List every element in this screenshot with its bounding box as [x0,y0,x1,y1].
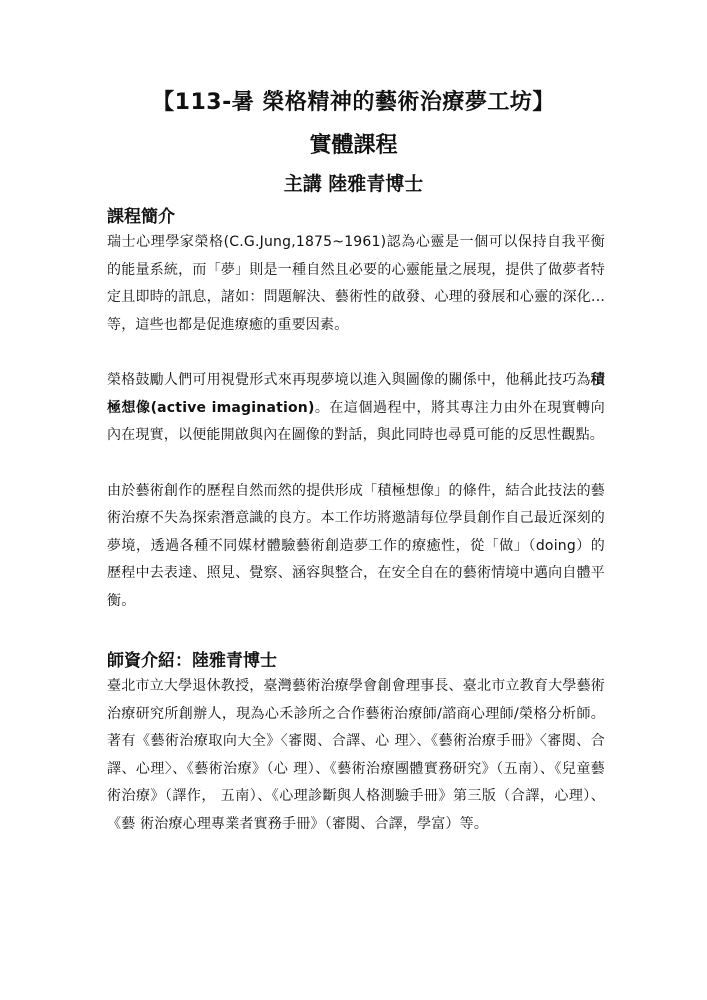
intro-paragraph-3: 由於藝術創作的歷程自然而然的提供形成「積極想像」的條件，結合此技法的藝術治療不失為探索潛意識的良方。本工作坊將邀請每位學員創作自己最近深刻的夢境，透過各種不同媒材體驗藝術創造夢工作的療癒性，從「做」（doing）的歷程中去表達、照見、覺察、涵容與整合，在安全自在的藝術情境中邁向自體平衡。 [107,482,605,609]
active-imagination-term: 積極想像(active imagination) [107,372,605,416]
intro-paragraph-2-tail: 。在這個過程中，將其專注力由外在現實轉向內在現實，以便能開啟與內在圖像的對話，與此同時也尋覓可能的反思性觀點。 [107,399,605,443]
intro-paragraph-2-lead: 榮格鼓勵人們可用視覺形式來再現夢境以進入與圖像的關係中，他稱此技巧為 [107,372,591,388]
lecturer-line: 主講 陸雅青博士 [283,173,424,195]
instructor-heading: 師資介紹：陸雅青博士 [107,651,277,671]
paragraph-spacer [107,450,605,478]
intro-heading: 課程簡介 [107,207,175,227]
content [107,205,605,838]
instructor-bio: 臺北市立大學退休教授，臺灣藝術治療學會創會理事長、臺北市立教育大學藝術治療研究所創辦人，現為心禾診所之合作藝術治療師/諮商心理師/榮格分析師。著有《藝術治療取向大全》〈審閱、合譯、心 理〉、《藝術治療手冊》〈審閱、合譯、心理〉、《藝術治療》（心 理）、《藝術治療團體實務研究》（五南）、《兒童藝術治療》（譯作， 五南）、《心理診斷與人格測驗手冊》第三版（合譯，心理）、《藝 術治療心理專業者實務手冊》（審閱、合譯，學富）等。 [107,678,605,832]
title-block [0,88,707,199]
page-title: 【113-暑 榮格精神的藝術治療夢工坊】 [152,90,555,115]
page-subtitle: 實體課程 [309,133,398,158]
intro-paragraph-2 [107,367,605,450]
paragraph-spacer [107,339,605,367]
intro-paragraph-1: 瑞士心理學家榮格(C.G.Jung,1875~1961)認為心靈是一個可以保持自我平衡的能量系統，而「夢」則是一種自然且必要的心靈能量之展現，提供了做夢者特定且即時的訊息，諸如：問題解決、藝術性的啟發、心理的發展和心靈的深化...等，這些也都是促進療癒的重要因素。 [107,234,605,333]
section-spacer [107,615,605,649]
